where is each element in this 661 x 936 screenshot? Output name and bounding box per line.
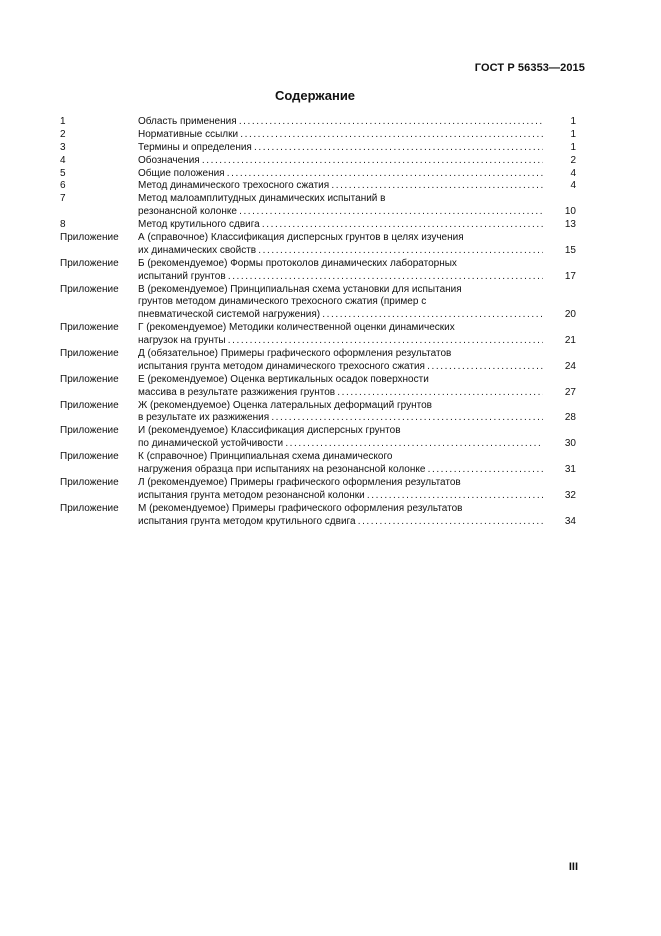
- toc-entry[interactable]: [60, 477, 576, 503]
- toc-entry-number: Приложение: [60, 502, 119, 514]
- toc-entry-title: Нормативные ссылки . . .: [138, 129, 543, 142]
- toc-entry[interactable]: [60, 219, 576, 232]
- toc-entry-title: Обозначения . . .: [138, 155, 543, 168]
- toc-entry-title: М (рекомендуемое) Примеры графического оформления результатов: [138, 502, 463, 514]
- toc-entry-number: Приложение: [60, 476, 119, 488]
- toc-entry-title: Л (рекомендуемое) Примеры графического оформления результатов: [138, 476, 461, 488]
- toc-entry[interactable]: [60, 451, 576, 477]
- toc-entry-number: Приложение: [60, 232, 119, 244]
- toc-entry-title: Термины и определения . . .: [138, 142, 543, 155]
- toc-entry-title: Общие положения . . .: [138, 168, 543, 181]
- page-number: III: [568, 861, 578, 873]
- toc-entry-page: 32: [544, 490, 576, 503]
- toc-entry-page: 1: [544, 142, 576, 155]
- toc-entry[interactable]: [60, 168, 576, 181]
- toc-entry-number: 8: [60, 219, 66, 231]
- toc-entry[interactable]: [60, 374, 576, 400]
- toc-entry-page: 17: [544, 271, 576, 284]
- toc-entry-page: 1: [544, 116, 576, 129]
- toc-entry-title: в результате их разжижения . . .: [138, 412, 543, 425]
- toc-entry-page: 20: [544, 309, 576, 322]
- toc-entry[interactable]: [60, 116, 576, 129]
- toc-entry-page: 31: [544, 464, 576, 477]
- toc-entry[interactable]: [60, 348, 576, 374]
- toc-entry-page: 28: [544, 412, 576, 425]
- toc-entry-number: Приложение: [60, 257, 119, 269]
- toc-entry[interactable]: [60, 284, 576, 323]
- toc-entry-number: 7: [60, 193, 66, 205]
- toc-entry-title: К (справочное) Принципиальная схема динамического: [138, 451, 393, 463]
- toc-entry-title: по динамической устойчивости . . .: [138, 438, 543, 451]
- toc-entry-title: нагрузок на грунты . . .: [138, 335, 543, 348]
- toc-entry[interactable]: [60, 400, 576, 426]
- document-code: ГОСТ Р 56353—2015: [474, 62, 585, 74]
- toc-entry-title: испытания грунта методом динамического трехосного сжатия . . .: [138, 361, 543, 374]
- toc-entry-number: 3: [60, 141, 66, 153]
- toc-entry-title: Г (рекомендуемое) Методики количественной оценки динамических: [138, 322, 455, 334]
- toc-entry-title: пневматической системой нагружения) . . .: [138, 309, 543, 322]
- toc-entry-title: Метод крутильного сдвига . . .: [138, 219, 543, 232]
- toc-entry-title: испытания грунта методом резонансной колонки . . .: [138, 490, 543, 503]
- toc-entry-page: 21: [544, 335, 576, 348]
- toc-entry-number: Приложение: [60, 373, 119, 385]
- toc-entry-title: их динамических свойств . . .: [138, 245, 543, 258]
- toc-entry[interactable]: [60, 232, 576, 258]
- toc-entry-number: 6: [60, 180, 66, 192]
- toc-entry-number: Приложение: [60, 451, 119, 463]
- toc-entry[interactable]: [60, 155, 576, 168]
- toc-entry-title: испытаний грунтов . . .: [138, 271, 543, 284]
- page-title: Содержание: [274, 88, 356, 103]
- toc-entry-title: нагружения образца при испытаниях на резонансной колонке . . .: [138, 464, 543, 477]
- toc-entry-title: В (рекомендуемое) Принципиальная схема установки для испытания: [138, 283, 462, 295]
- toc-entry[interactable]: [60, 129, 576, 142]
- table-of-contents: [60, 116, 576, 529]
- toc-entry[interactable]: [60, 142, 576, 155]
- toc-entry-number: 4: [60, 154, 66, 166]
- toc-entry-title: испытания грунта методом крутильного сдвига . . .: [138, 516, 543, 529]
- toc-entry[interactable]: [60, 258, 576, 284]
- toc-entry-page: 4: [544, 180, 576, 193]
- toc-entry-title: Е (рекомендуемое) Оценка вертикальных осадок поверхности: [138, 373, 429, 385]
- toc-entry-number: Приложение: [60, 425, 119, 437]
- toc-entry-page: 27: [544, 387, 576, 400]
- toc-entry-title: Д (обязательное) Примеры графического оформления результатов: [138, 348, 452, 360]
- toc-entry-page: 4: [544, 168, 576, 181]
- toc-entry-title: А (справочное) Классификация дисперсных грунтов в целях изучения: [138, 232, 464, 244]
- toc-entry[interactable]: [60, 180, 576, 193]
- toc-entry-title: резонансной колонке . . .: [138, 206, 543, 219]
- toc-entry-page: 15: [544, 245, 576, 258]
- toc-entry-number: 5: [60, 167, 66, 179]
- toc-entry-title: Метод динамического трехосного сжатия . . .: [138, 180, 543, 193]
- toc-entry-title: Область применения . . .: [138, 116, 543, 129]
- toc-entry-number: Приложение: [60, 348, 119, 360]
- toc-entry-page: 10: [544, 206, 576, 219]
- toc-entry-number: Приложение: [60, 283, 119, 295]
- toc-entry-page: 24: [544, 361, 576, 374]
- toc-entry-number: 2: [60, 128, 66, 140]
- toc-entry-title: грунтов методом динамического трехосного сжатия (пример с: [138, 296, 427, 308]
- toc-entry-page: 1: [544, 129, 576, 142]
- toc-entry-number: Приложение: [60, 322, 119, 334]
- toc-entry[interactable]: [60, 503, 576, 529]
- toc-entry-number: 1: [60, 116, 66, 127]
- toc-entry-title: И (рекомендуемое) Классификация дисперсных грунтов: [138, 425, 401, 437]
- toc-entry-title: Ж (рекомендуемое) Оценка латеральных деформаций грунтов: [138, 399, 432, 411]
- toc-entry-number: Приложение: [60, 399, 119, 411]
- toc-entry-title: Метод малоамплитудных динамических испытаний в: [138, 193, 386, 205]
- toc-entry-page: 30: [544, 438, 576, 451]
- toc-entry[interactable]: [60, 425, 576, 451]
- toc-entry-page: 13: [544, 219, 576, 232]
- toc-entry-title: массива в результате разжижения грунтов . . .: [138, 387, 543, 400]
- toc-entry-title: Б (рекомендуемое) Формы протоколов динамических лабораторных: [138, 257, 457, 269]
- toc-entry-page: 34: [544, 516, 576, 529]
- toc-entry[interactable]: [60, 322, 576, 348]
- toc-entry-page: 2: [544, 155, 576, 168]
- toc-entry[interactable]: [60, 193, 576, 219]
